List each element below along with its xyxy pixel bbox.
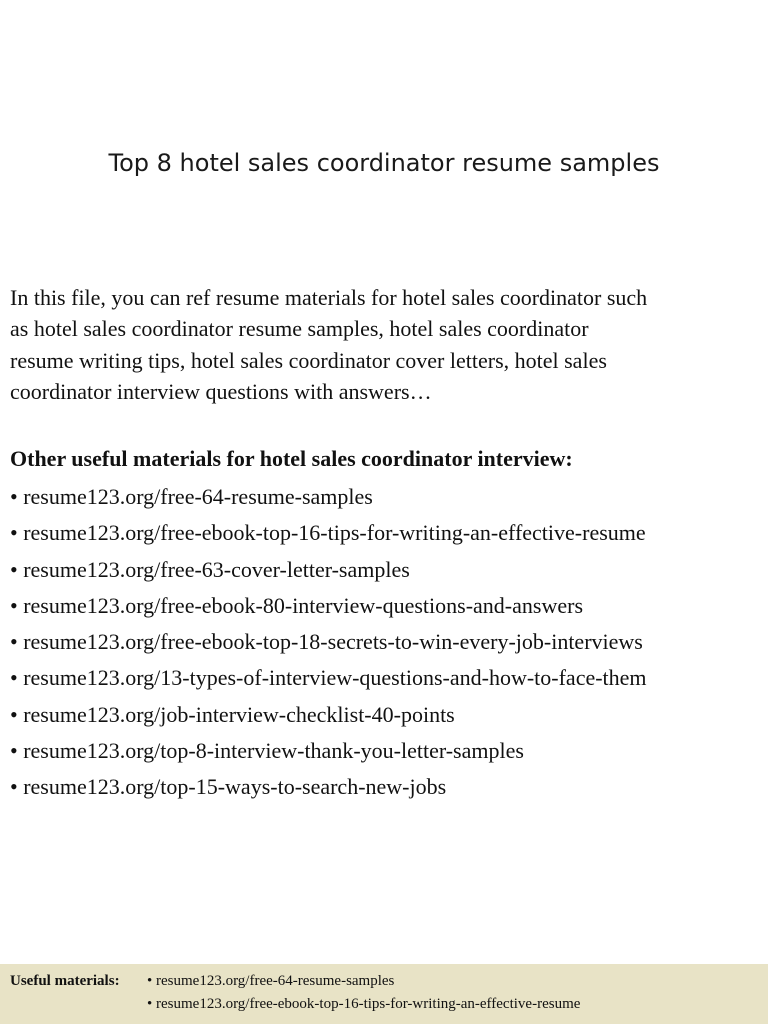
footer-label-group: [10, 970, 120, 993]
material-link[interactable]: • resume123.org/13-types-of-interview-questions-and-how-to-face-them: [10, 665, 647, 691]
material-link[interactable]: • resume123.org/free-ebook-top-16-tips-for-writing-an-effective-resume: [10, 520, 646, 546]
footer-links: [147, 970, 580, 1016]
material-link[interactable]: • resume123.org/top-8-interview-thank-you-letter-samples: [10, 738, 524, 764]
materials-heading: Other useful materials for hotel sales coordinator interview:: [10, 446, 573, 471]
intro-line: resume writing tips, hotel sales coordinator cover letters, hotel sales: [10, 347, 607, 373]
material-link[interactable]: • resume123.org/free-ebook-80-interview-questions-and-answers: [10, 592, 583, 618]
material-link[interactable]: • resume123.org/free-ebook-top-18-secrets-to-win-every-job-interviews: [10, 629, 643, 655]
material-link[interactable]: • resume123.org/free-63-cover-letter-samples: [10, 556, 410, 582]
materials-list: [10, 479, 647, 806]
footer-separator: :: [114, 973, 120, 989]
material-link[interactable]: • resume123.org/job-interview-checklist-40-points: [10, 701, 455, 727]
footer-link[interactable]: • resume123.org/free-64-resume-samples: [147, 973, 395, 989]
page-title: Top 8 hotel sales coordinator resume samples: [108, 149, 660, 177]
intro-line: as hotel sales coordinator resume samples, hotel sales coordinator: [10, 316, 589, 342]
intro-line: coordinator interview questions with answers…: [10, 378, 432, 404]
footer-link[interactable]: • resume123.org/free-ebook-top-16-tips-for-writing-an-effective-resume: [147, 996, 581, 1012]
footer-label: Useful materials: [10, 973, 115, 989]
footer-bar: [0, 964, 768, 1024]
intro-line: In this file, you can ref resume materials for hotel sales coordinator such: [10, 285, 648, 310]
intro-paragraph: [10, 282, 766, 407]
material-link[interactable]: • resume123.org/free-64-resume-samples: [10, 484, 373, 509]
material-link[interactable]: • resume123.org/top-15-ways-to-search-new-jobs: [10, 774, 447, 800]
